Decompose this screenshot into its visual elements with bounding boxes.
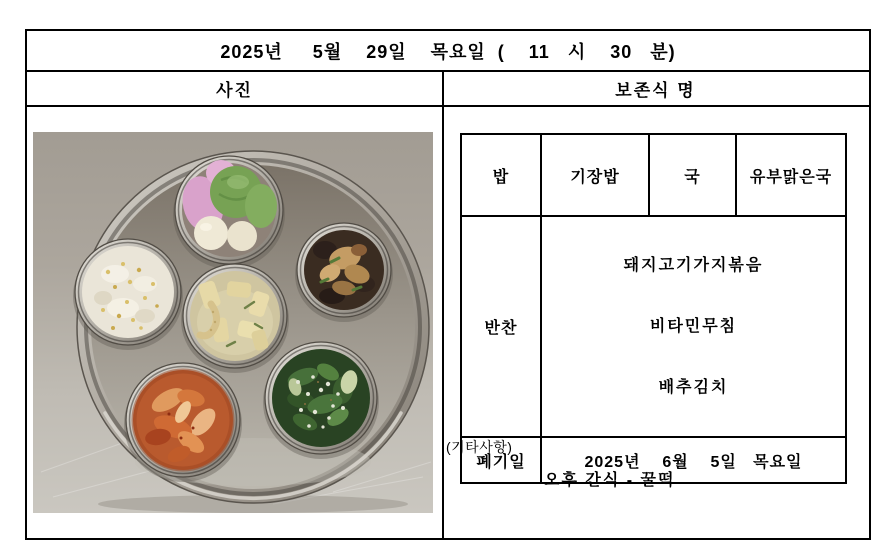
bowl-greens	[263, 342, 379, 459]
bowl-clear-soup	[181, 264, 289, 373]
soup-label-cell: 국	[649, 134, 736, 216]
rice-soup-row	[461, 134, 846, 216]
section-header-row	[27, 72, 869, 107]
etc-note-label: (기타사항)	[446, 439, 513, 455]
disposal-date-cell: 2025년 6월 5일 목요일	[541, 437, 846, 483]
bowl-millet-rice	[73, 239, 183, 350]
side-label-cell: 반찬	[461, 216, 541, 437]
snack-note: 오후 간식 - 꿀떡	[544, 472, 676, 489]
side-item-3: 배추김치	[658, 379, 729, 396]
bowl-pork-eggplant	[295, 223, 393, 322]
disposal-label-cell: 폐기일	[461, 437, 541, 483]
side-item-1: 돼지고기가지볶음	[623, 257, 764, 274]
side-item-2: 비타민무침	[649, 318, 738, 335]
rice-value-cell: 기장밥	[541, 134, 649, 216]
column-divider	[442, 72, 444, 538]
rice-label-cell: 밥	[461, 134, 541, 216]
meal-photo	[33, 132, 433, 513]
photo-section-header: 사진	[216, 81, 253, 100]
soup-value-cell: 유부맑은국	[736, 134, 846, 216]
meal-photo-illustration	[33, 132, 433, 513]
date-header: 2025년 5월 29일 목요일 ( 11 시 30 분)	[27, 31, 869, 72]
side-items-cell	[541, 216, 846, 437]
name-section-header: 보존식 명	[615, 81, 696, 100]
record-table	[25, 29, 871, 540]
bowl-kimchi	[124, 363, 242, 482]
side-dishes-row	[461, 216, 846, 437]
menu-table	[460, 133, 847, 484]
bowl-rice-cakes	[173, 156, 285, 269]
